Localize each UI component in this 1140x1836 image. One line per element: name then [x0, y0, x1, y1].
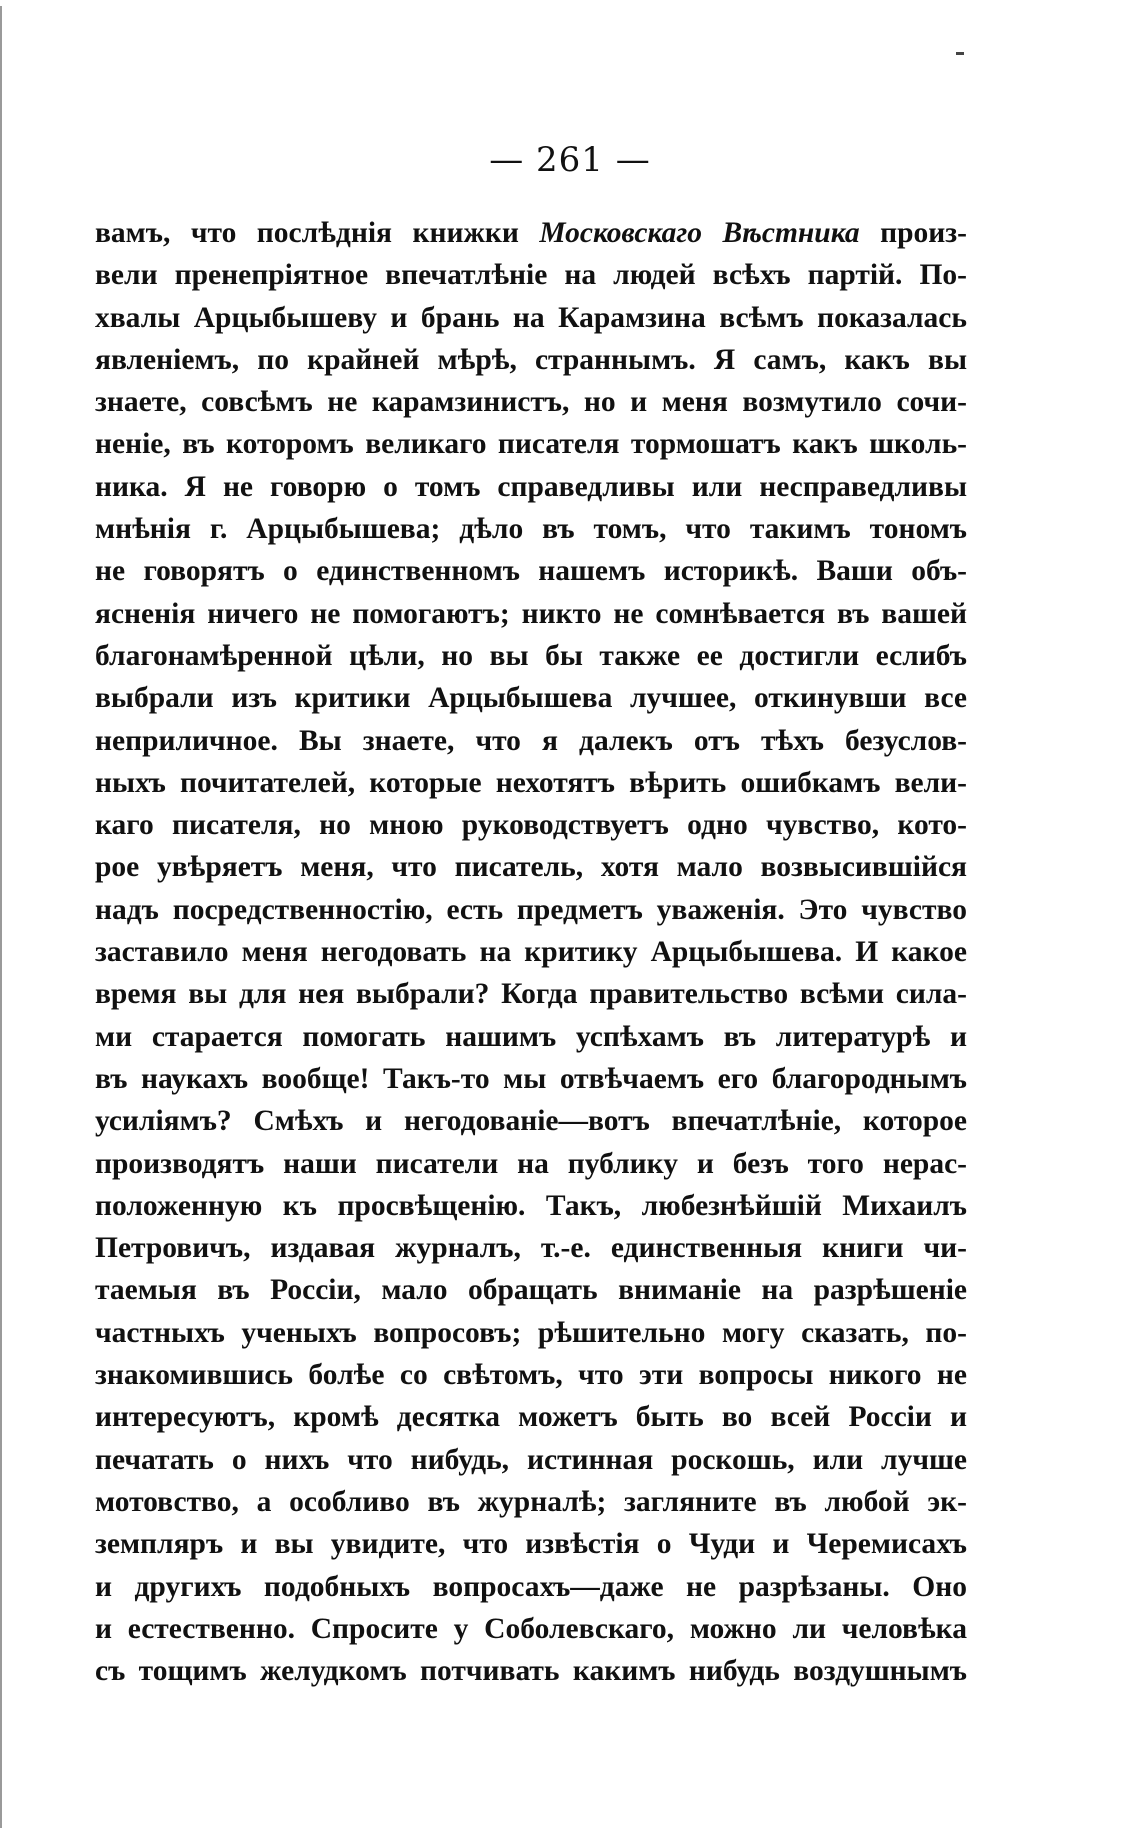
text-line: не говорятъ о единственномъ нашемъ историкѣ. Ваши объ- — [95, 555, 967, 588]
text-line: и другихъ подобныхъ вопросахъ—даже не разрѣзаны. Оно — [95, 1570, 967, 1603]
text-line: частныхъ ученыхъ вопросовъ; рѣшительно могу сказать, по- — [95, 1316, 967, 1349]
text-line: ныхъ почитателей, которые нехотятъ вѣрить ошибкамъ вели- — [95, 766, 967, 799]
text-line: надъ посредственностію, есть предметъ уваженія. Это чувство — [95, 893, 967, 926]
text-line: и естественно. Спросите у Соболевскаго, можно ли человѣка — [95, 1612, 967, 1645]
text-line: въ наукахъ вообще! Такъ-то мы отвѣчаемъ его благороднымъ — [95, 1062, 967, 1095]
text-line: благонамѣренной цѣли, но вы бы также ее достигли еслибъ — [95, 639, 967, 672]
text-line: интересуютъ, кромѣ десятка можетъ быть во всей Россіи и — [95, 1401, 967, 1434]
scan-edge — [0, 6, 14, 1828]
scan-mark — [956, 52, 964, 55]
text-line: явленіемъ, по крайней мѣрѣ, страннымъ. Я самъ, какъ вы — [95, 343, 967, 376]
journal-title: Московскаго Вѣстника — [539, 217, 860, 249]
text-line: Петровичъ, издавая журналъ, т.-е. единственныя книги чи- — [95, 1232, 967, 1265]
text-line: мотовство, а особливо въ журналѣ; загляните въ любой эк- — [95, 1485, 967, 1518]
text-line: заставило меня негодовать на критику Арцыбышева. И какое — [95, 936, 967, 969]
text-line: вели пренепріятное впечатлѣніе на людей всѣхъ партій. По- — [95, 259, 967, 292]
text-line: производятъ наши писатели на публику и безъ того нерас- — [95, 1147, 967, 1180]
body-text — [95, 212, 967, 1692]
text-line: положенную къ просвѣщенію. Такъ, любезнѣйшій Михаилъ — [95, 1189, 967, 1222]
text-line: неприличное. Вы знаете, что я далекъ отъ тѣхъ безуслов- — [95, 724, 967, 757]
text-line: печатать о нихъ что нибудь, истинная роскошь, или лучше — [95, 1443, 967, 1476]
text-line: знакомившись болѣе со свѣтомъ, что эти вопросы никого не — [95, 1359, 967, 1392]
text-line: ми старается помогать нашимъ успѣхамъ въ литературѣ и — [95, 1020, 967, 1053]
text-line: ника. Я не говорю о томъ справедливы или несправедливы — [95, 470, 967, 503]
text-line: земпляръ и вы увидите, что извѣстія о Чуди и Черемисахъ — [95, 1528, 967, 1561]
text-line: рое увѣряетъ меня, что писатель, хотя мало возвысившійся — [95, 851, 967, 884]
text-line: мнѣнія г. Арцыбышева; дѣло въ томъ, что такимъ тономъ — [95, 513, 967, 546]
text-line: каго писателя, но мною руководствуетъ одно чувство, кото- — [95, 809, 967, 842]
text-line: хвалы Арцыбышеву и брань на Карамзина всѣмъ показалась — [95, 301, 967, 334]
text-line: неніе, въ которомъ великаго писателя тормошатъ какъ школь- — [95, 428, 967, 461]
text-line: знаете, совсѣмъ не карамзинистъ, но и меня возмутило сочи- — [95, 386, 967, 419]
text-line: выбрали изъ критики Арцыбышева лучшее, откинувши все — [95, 682, 967, 715]
text-line: время вы для нея выбрали? Когда правительство всѣми сила- — [95, 978, 967, 1011]
text-line: усиліямъ? Смѣхъ и негодованіе—вотъ впечатлѣніе, которое — [95, 1105, 967, 1138]
text-line: съ тощимъ желудкомъ потчивать какимъ нибудь воздушнымъ — [95, 1655, 967, 1688]
text-line: ясненія ничего не помогаютъ; никто не сомнѣвается въ вашей — [95, 597, 967, 630]
text-line: вамъ, что послѣднія книжки Московскаго Вѣстника произ- — [95, 217, 967, 249]
page-number: — 261 — — [489, 140, 651, 180]
text-line: таемыя въ Россіи, мало обращать вниманіе на разрѣшеніе — [95, 1274, 967, 1307]
